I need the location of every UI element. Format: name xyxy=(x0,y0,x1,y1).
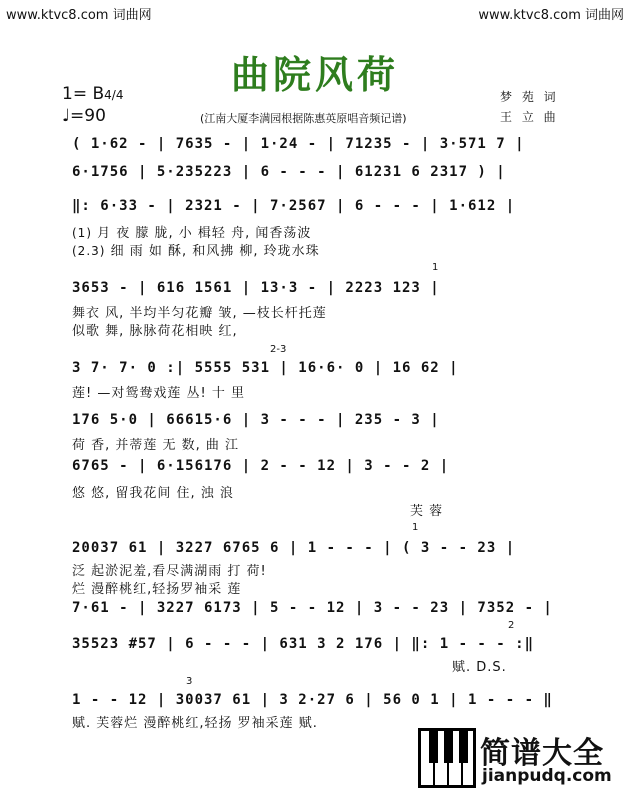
source-note: (江南大厦李满园根据陈惠英原唱音频记谱) xyxy=(200,112,407,125)
lyricist: 梦 苑 词 xyxy=(500,90,559,104)
melody-line-4: 176 5·0 | 66615·6 | 3 - - - | 235 - 3 | xyxy=(72,412,440,428)
song-title: 曲院风荷 xyxy=(230,52,399,97)
melody-line-8: 35523 #57 | 6 - - - | 631 3 2 176 | ‖: 1 - - - :‖ xyxy=(72,636,535,652)
lyrics-verse-2: (2.3) 细 雨 如 酥, 和风拂 柳, 玲珑水珠 xyxy=(72,244,320,259)
volta-1-marker: 1 xyxy=(432,262,439,273)
melody-line-2: 3653 - | 616 1561 | 13·3 - | 2223 123 | xyxy=(72,280,440,296)
melody-line-7: 7·61 - | 3227 6173 | 5 - - 12 | 3 - - 23 | 7352 - | xyxy=(72,600,553,616)
lyrics-line-8: 赋. D.S. xyxy=(452,660,507,675)
tempo-marking: ♩=90 xyxy=(62,106,106,126)
lyrics-line-6a: 泛 起淤泥羞,看尽满湖雨 打 荷! xyxy=(72,564,267,579)
volta-6-marker: 1 xyxy=(412,522,419,533)
piano-keys-logo xyxy=(418,728,476,792)
header-right: www.ktvc8.com 词曲网 xyxy=(478,8,624,23)
volta-8-marker: 2 xyxy=(508,620,515,631)
melody-line-9: 1 - - 12 | 30037 61 | 3 2·27 6 | 56 0 1 | 1 - - - ‖ xyxy=(72,692,553,708)
lyrics-line-3: 莲! —对鸳鸯戏莲 丛! 十 里 xyxy=(72,386,245,401)
volta-23-marker: 2-3 xyxy=(270,344,287,355)
time-signature: 4/4 xyxy=(104,88,124,102)
melody-line-1: ‖: 6·33 - | 2321 - | 7·2567 | 6 - - - | 1·612 | xyxy=(72,198,516,214)
melody-line-3: 3 7· 7· 0 :| 5555 531 | 16·6· 0 | 16 62 | xyxy=(72,360,459,376)
watermark-title: 简谱大全 xyxy=(480,736,604,771)
key-signature: 1= B4/4 xyxy=(62,84,124,104)
lyrics-line-5b: 芙 蓉 xyxy=(410,504,444,519)
melody-line-5: 6765 - | 6·156176 | 2 - - 12 | 3 - - 2 | xyxy=(72,458,450,474)
melody-line-6: 20037 61 | 3227 6765 6 | 1 - - - | ( 3 - - 23 | xyxy=(72,540,516,556)
intro-line-1: ( 1·62 - | 7635 - | 1·24 - | 71235 - | 3·571 7 | xyxy=(72,136,525,152)
lyrics-line-9: 赋. 芙蓉烂 漫醉桃红,轻扬 罗袖采莲 赋. xyxy=(72,716,318,731)
lyrics-line-4: 荷 香, 并蒂莲 无 数, 曲 江 xyxy=(72,438,240,453)
volta-9-marker: 3 xyxy=(186,676,193,687)
lyrics-line-2b: 似歌 舞, 脉脉荷花相映 红, xyxy=(72,324,238,339)
lyrics-line-2a: 舞衣 风, 半均半匀花瓣 皱, —枝长杆托莲 xyxy=(72,306,327,321)
composer: 王 立 曲 xyxy=(500,110,559,124)
watermark-url: jianpudq.com xyxy=(482,766,612,786)
lyrics-line-6b: 烂 漫醉桃红,轻扬罗袖采 莲 xyxy=(72,582,242,597)
intro-line-2: 6·1756 | 5·235223 | 6 - - - | 61231 6 2317 ) | xyxy=(72,164,506,180)
lyrics-verse-1: (1) 月 夜 朦 胧, 小 楫轻 舟, 闻香荡波 xyxy=(72,226,312,241)
lyrics-line-5: 悠 悠, 留我花间 住, 浊 浪 xyxy=(72,486,234,501)
header-left: www.ktvc8.com 词曲网 xyxy=(6,8,152,23)
